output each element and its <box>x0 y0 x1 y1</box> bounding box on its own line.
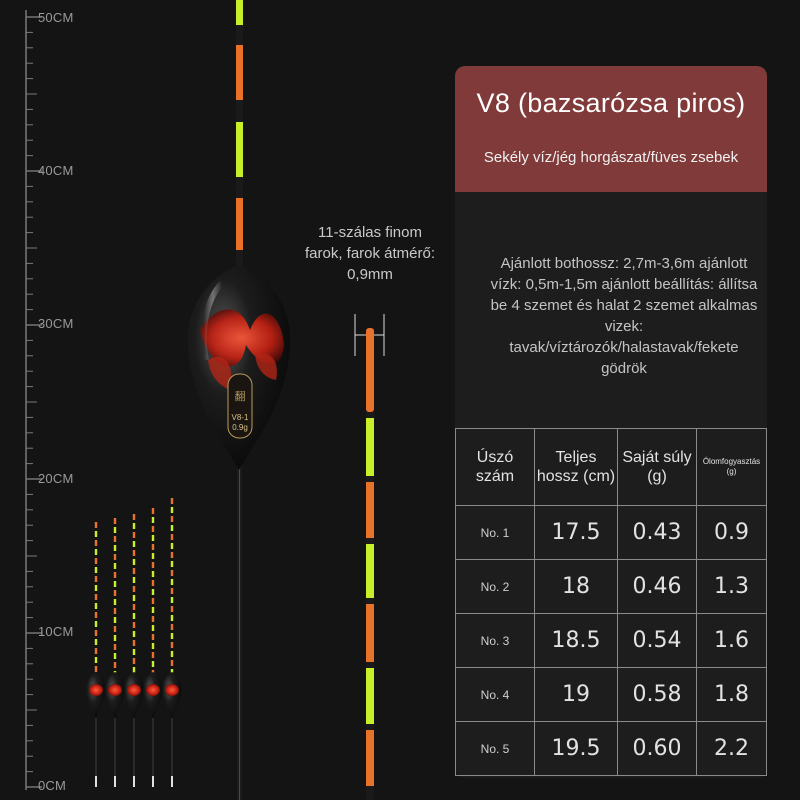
zoomed-tip <box>355 314 384 800</box>
svg-text:翻: 翻 <box>234 390 246 403</box>
header-weight: Saját súly (g) <box>618 429 697 506</box>
float-weight-label: 0.9g <box>232 423 248 432</box>
product-description: Ajánlott bothossz: 2,7m-3,6m ajánlott vízk: 0,5m-1,5m ajánlott beállítás: állítsa be 4 szemet és halat 2 szemet alkalmas vizek: tavak/víztározók/halastavak/fekete gödrök <box>490 255 758 377</box>
row-length: 17.5 <box>535 506 618 560</box>
row-lead: 1.6 <box>697 614 767 668</box>
table-row <box>456 722 767 776</box>
table-row <box>456 506 767 560</box>
ruler-label-20: 20CM <box>38 471 74 486</box>
row-lead: 0.9 <box>697 506 767 560</box>
row-length: 19.5 <box>535 722 618 776</box>
product-subtitle: Sekély víz/jég horgászat/füves zsebek <box>483 149 739 166</box>
float-model-label: V8-1 <box>231 413 249 422</box>
small-float-1 <box>86 522 105 787</box>
main-float <box>188 0 290 800</box>
row-lead: 1.3 <box>697 560 767 614</box>
product-title: V8 (bazsarózsa piros) <box>476 88 746 118</box>
row-number: No. 3 <box>456 614 535 668</box>
ruler-label-40: 40CM <box>38 163 74 178</box>
tip-diameter-callout: 11-szálas finom farok, farok átmérő: 0,9mm <box>304 224 436 283</box>
ruler-label-0: 0CM <box>38 778 67 793</box>
row-number: No. 5 <box>456 722 535 776</box>
table-row <box>456 614 767 668</box>
row-weight: 0.46 <box>618 560 697 614</box>
row-length: 18.5 <box>535 614 618 668</box>
row-lead: 1.8 <box>697 668 767 722</box>
spec-table-header-row <box>456 429 767 506</box>
small-float-3 <box>124 514 143 787</box>
row-weight: 0.43 <box>618 506 697 560</box>
small-float-2 <box>105 518 124 787</box>
table-row <box>456 668 767 722</box>
row-weight: 0.54 <box>618 614 697 668</box>
header-number: Úszó szám <box>456 429 535 506</box>
ruler-label-50: 50CM <box>38 10 74 25</box>
row-number: No. 2 <box>456 560 535 614</box>
row-length: 19 <box>535 668 618 722</box>
measuring-ruler <box>26 10 42 790</box>
row-length: 18 <box>535 560 618 614</box>
row-weight: 0.60 <box>618 722 697 776</box>
row-lead: 2.2 <box>697 722 767 776</box>
ruler-label-10: 10CM <box>38 624 74 639</box>
panel-header <box>455 66 767 192</box>
table-row <box>456 560 767 614</box>
small-float-4 <box>143 508 162 787</box>
row-number: No. 4 <box>456 668 535 722</box>
ruler-label-30: 30CM <box>38 316 74 331</box>
row-number: No. 1 <box>456 506 535 560</box>
spec-table <box>455 428 767 776</box>
row-weight: 0.58 <box>618 668 697 722</box>
small-float-5 <box>162 498 181 787</box>
header-lead: Ólomfogyasztás (g) <box>697 429 767 506</box>
float-size-lineup <box>86 498 181 787</box>
header-length: Teljes hossz (cm) <box>535 429 618 506</box>
